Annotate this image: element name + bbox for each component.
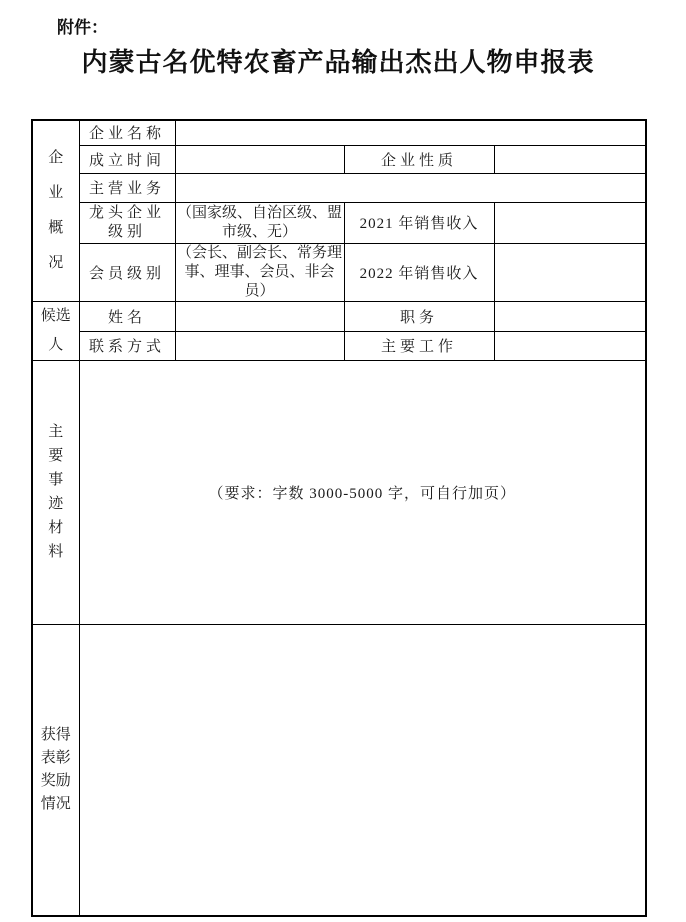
sales-2022-value-cell[interactable]	[494, 243, 646, 301]
sales-2021-label: 2021 年销售收入	[344, 202, 494, 243]
position-label: 职务	[344, 301, 494, 331]
section-enterprise-overview	[32, 120, 79, 301]
main-work-value-cell[interactable]	[494, 331, 646, 360]
awards-content-area[interactable]	[79, 624, 646, 916]
leading-level-options-line1: （国家级、自治区级、盟	[176, 204, 342, 221]
form-title: 内蒙古名优特农畜产品输出杰出人物申报表	[81, 48, 595, 77]
row-leading-level	[32, 202, 646, 243]
name-value-cell[interactable]	[175, 301, 344, 331]
contact-value-cell[interactable]	[175, 331, 344, 360]
section-main-deeds	[32, 360, 79, 624]
row-awards	[32, 624, 646, 916]
enterprise-name-label: 企业名称	[79, 120, 175, 145]
contact-label: 联系方式	[79, 331, 175, 360]
main-work-label: 主要工作	[344, 331, 494, 360]
position-value-cell[interactable]	[494, 301, 646, 331]
row-member-level	[32, 243, 646, 301]
member-level-options-note	[175, 243, 344, 301]
row-candidate-name	[32, 301, 646, 331]
section-candidate-label: 候选人	[40, 307, 71, 353]
name-label: 姓名	[79, 301, 175, 331]
main-business-label: 主营业务	[79, 173, 175, 202]
establish-date-value-cell[interactable]	[175, 145, 344, 173]
enterprise-nature-label: 企业性质	[344, 145, 494, 173]
section-candidate	[32, 301, 79, 360]
section-awards-label: 获得表彰奖励情况	[40, 726, 71, 812]
leading-level-label	[79, 202, 175, 243]
member-level-label: 会员级别	[79, 243, 175, 301]
row-establish-date	[32, 145, 646, 173]
section-enterprise-overview-label: 企业概况	[48, 149, 64, 271]
row-candidate-contact	[32, 331, 646, 360]
leading-level-options-note	[175, 202, 344, 243]
member-level-options-line2: 事、理事、会员、非会员）	[184, 263, 335, 299]
enterprise-nature-value-cell[interactable]	[494, 145, 646, 173]
leading-level-options-line2: 市级、无）	[221, 223, 297, 240]
sales-2022-label: 2022 年销售收入	[344, 243, 494, 301]
main-business-value-cell[interactable]	[175, 173, 646, 202]
deeds-requirement-note: （要求：字数 3000-5000 字，可自行加页）	[208, 485, 516, 502]
sales-2021-value-cell[interactable]	[494, 202, 646, 243]
attachment-label: 附件：	[57, 18, 108, 37]
member-level-options-line1: （会长、副会长、常务理	[176, 244, 342, 261]
row-main-business	[32, 173, 646, 202]
row-main-deeds	[32, 360, 646, 624]
row-enterprise-name	[32, 120, 646, 145]
section-awards	[32, 624, 79, 916]
leading-level-label-text: 龙头企业级别	[88, 204, 165, 240]
main-deeds-content-area[interactable]	[79, 360, 646, 624]
enterprise-name-value-cell[interactable]	[175, 120, 646, 145]
establish-date-label: 成立时间	[79, 145, 175, 173]
section-main-deeds-label: 主要事迹材料	[48, 424, 64, 560]
application-table	[31, 119, 647, 917]
